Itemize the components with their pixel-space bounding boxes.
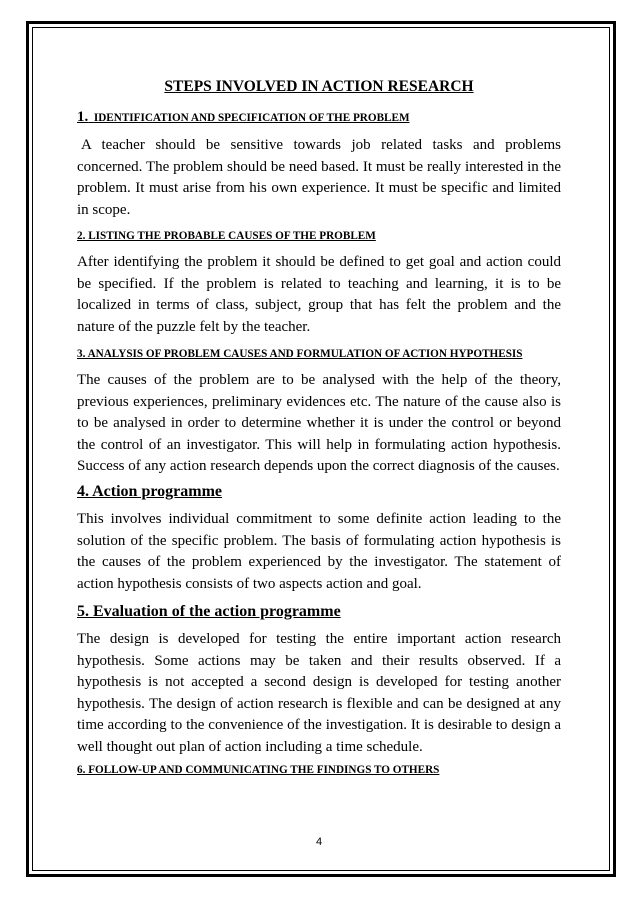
section-3-heading: 3. ANALYSIS OF PROBLEM CAUSES AND FORMULATION OF ACTION HYPOTHESIS [77, 348, 523, 360]
section-4-heading: 4. Action programme [77, 483, 223, 500]
section-5-body: The design is developed for testing the entire important action research hypothesis. Some actions may be taken and their results observed. If a hypothesis is not accepted a second design is developed for testing another hypothesis. The design of action research is flexible and can be designed at any time according to the convenience of the investigation. It is desirable to design a well thought out plan of action including a time schedule. [77, 631, 561, 755]
section-4-body: This involves individual commitment to some definite action leading to the solution of the specific problem. The basis of formulating action hypothesis is the causes of the problem experienced by the investigator. The statement of action hypothesis consists of two aspects action and goal. [77, 511, 561, 592]
section-1-heading-text: IDENTIFICATION AND SPECIFICATION OF THE PROBLEM [93, 112, 410, 124]
section-1-number: 1. [77, 109, 89, 125]
section-2-body: After identifying the problem it should be defined to get goal and action could be specified. If the problem is related to teaching and learning, it is to be localized in terms of class, subject, group that has felt the problem and the nature of the puzzle felt by the teacher. [77, 254, 561, 335]
section-2-heading: 2. LISTING THE PROBABLE CAUSES OF THE PROBLEM [77, 230, 376, 242]
section-3-body: The causes of the problem are to be analysed with the help of the theory, previous experiences, preliminary evidences etc. The nature of the cause also is to be analysed in order to determine whether it is under the control or beyond the control of an investigator. This will help in formulating action hypothesis. Success of any action research depends upon the correct diagnosis of the causes. [77, 372, 561, 474]
section-1-heading [77, 109, 410, 126]
section-1-body: A teacher should be sensitive towards job related tasks and problems concerned. The problem should be need based. It must be really interested in the problem. It must arise from his own experience. It must be specific and limited in scope. [77, 137, 561, 218]
page-title: STEPS INVOLVED IN ACTION RESEARCH [164, 78, 474, 95]
section-5-heading: 5. Evaluation of the action programme [77, 603, 341, 620]
section-6-heading: 6. FOLLOW-UP AND COMMUNICATING THE FINDINGS TO OTHERS [77, 764, 440, 776]
page-number: 4 [315, 836, 323, 848]
